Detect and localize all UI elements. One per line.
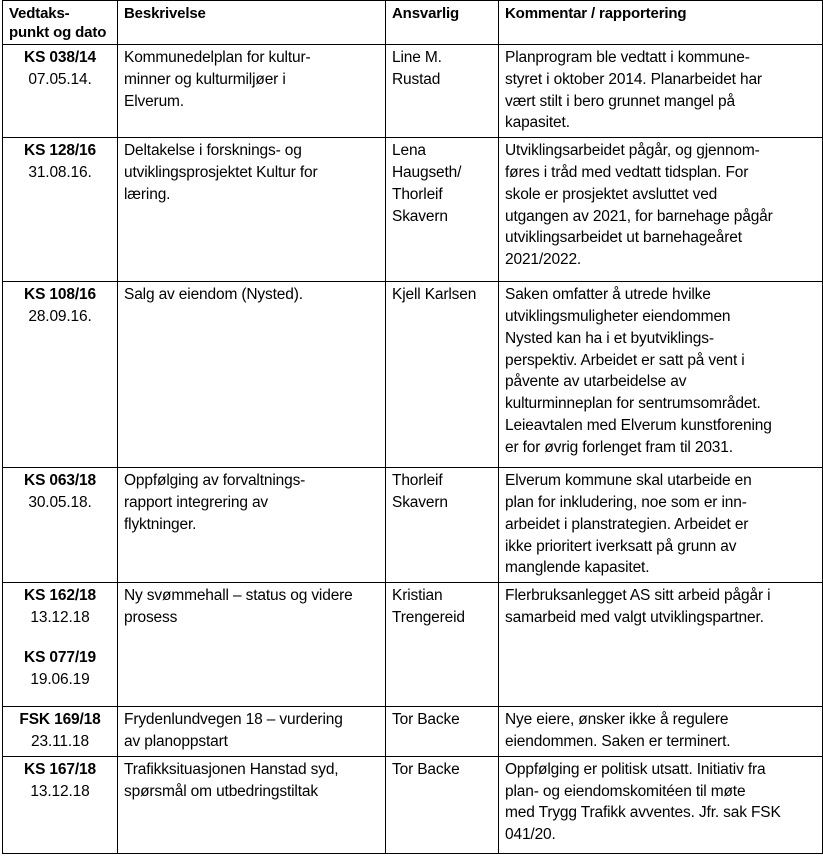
comment-cell [499,583,823,707]
header-comment: Kommentar / rapportering [499,1,823,45]
description-line: Frydenlundvegen 18 – vurdering [124,711,343,729]
comment-line: eiendommen. Saken er terminert. [505,732,731,750]
comment-line: med Trygg Trafikk avventes. Jfr. sak FSK [505,804,781,822]
comment-line: føres i tråd med vedtatt tidsplan. For [505,163,749,181]
comment-line: samarbeid med valgt utviklingspartner. [505,608,764,626]
responsible-line: Skavern [392,493,448,511]
description-line: Salg av eiendom (Nysted). [124,286,303,304]
description-cell [118,468,386,583]
description-line: flyktninger. [124,515,197,533]
comment-line: utviklingsarbeidet ut barnehageåret [505,229,742,247]
comment-line: plan for inkludering, noe som er inn- [505,493,747,511]
comment-line: Utviklingsarbeidet pågår, og gjennom- [505,142,760,160]
responsible-line: Thorleif [392,185,443,203]
comment-line: Planprogram ble vedtatt i kommune- [505,49,750,66]
case-number: KS 108/16 [24,286,96,304]
comment-cell [499,756,823,853]
decision-date: 07.05.14. [28,70,92,88]
table-body [3,45,823,854]
description-line: Kommunedelplan for kultur- [124,49,311,66]
case-number: KS 167/18 [24,760,96,778]
comment-line: plan- og eiendomskomitéen til møte [505,782,746,800]
comment-line: arbeidet i planstrategien. Arbeidet er [505,515,749,533]
case-number: KS 038/14 [24,49,96,66]
comment-line: skole er prosjektet avsluttet ved [505,185,718,203]
description-line: prosess [124,608,178,626]
decision-ref-cell [3,756,118,853]
header-decision-point-line: punkt og [9,24,72,41]
responsible-line: Skavern [392,207,448,225]
decision-date: 19.06.19 [30,670,90,688]
decision-date: 28.09.16. [28,307,92,325]
description-line: Elverum. [124,92,184,110]
responsible-line: Kjell Karlsen [392,286,477,304]
responsible-line: Tor Backe [392,760,460,778]
comment-line: Flerbruksanlegget AS sitt arbeid pågår i [505,587,771,605]
table-row [3,756,823,853]
comment-line: perspektiv. Arbeidet er satt på vent i [505,351,745,369]
decision-ref-cell [3,468,118,583]
decision-date: 31.08.16. [28,163,92,181]
comment-cell [499,707,823,757]
table-row [3,583,823,707]
decision-ref-cell [3,282,118,468]
decisions-table [2,0,823,854]
responsible-cell [386,45,499,138]
responsible-line: Tor Backe [392,711,460,729]
decision-ref-cell [3,583,118,707]
case-number: KS 162/18 [24,587,96,605]
table-row [3,138,823,282]
decision-ref-cell [3,138,118,282]
responsible-cell [386,756,499,853]
description-line: minner og kulturmiljøer i [124,70,286,88]
comment-line: vært stilt i bero grunnet mangel på [505,92,735,110]
responsible-line: Rustad [392,70,441,88]
header-decision-point [3,1,118,45]
table-row [3,45,823,138]
description-line: læring. [124,185,171,203]
comment-line: Nysted kan ha i et byutviklings- [505,329,714,347]
responsible-cell [386,583,499,707]
description-cell [118,138,386,282]
header-description: Beskrivelse [118,1,386,45]
responsible-line: Lena [392,142,426,160]
case-number: KS 063/18 [24,472,96,490]
comment-line: kapasitet. [505,114,570,132]
table-row [3,282,823,468]
decision-date: 23.11.18 [31,732,89,750]
description-cell [118,707,386,757]
description-line: Oppfølging av forvaltnings- [124,472,306,490]
header-decision-point-line: dato [75,24,107,41]
comment-line: Nye eiere, ønsker ikke å regulere [505,711,729,729]
comment-line: ikke prioritert iverksatt på grunn av [505,537,737,555]
comment-line: 041/20. [505,826,556,844]
case-number: FSK 169/18 [19,711,101,729]
table-row [3,707,823,757]
comment-line: manglende kapasitet. [505,559,650,577]
comment-line: påvente av utarbeidelse av [505,373,687,391]
description-line: Trafikksituasjonen Hanstad syd, [124,760,339,778]
responsible-line: Line M. [392,49,442,66]
comment-cell [499,138,823,282]
comment-cell [499,45,823,138]
responsible-line: Kristian [392,587,443,605]
description-cell [118,282,386,468]
comment-line: styret i oktober 2014. Planarbeidet har [505,70,762,88]
responsible-cell [386,282,499,468]
comment-line: Elverum kommune skal utarbeide en [505,472,752,490]
description-cell [118,583,386,707]
decision-date: 30.05.18. [28,493,92,511]
description-line: spørsmål om utbedringstiltak [124,782,318,800]
decision-date: 13.12.18 [30,608,90,626]
responsible-line: Trengereid [392,608,465,626]
comment-line: 2021/2022. [505,251,582,269]
comment-line: utviklingsmuligheter eiendommen [505,307,731,325]
responsible-line: Thorleif [392,472,443,490]
responsible-cell [386,468,499,583]
comment-line: Leieavtalen med Elverum kunstforening [505,416,772,434]
header-decision-point-line: Vedtaks- [9,5,70,22]
responsible-line: Haugseth/ [392,163,462,181]
case-number: KS 077/19 [24,648,96,666]
responsible-cell [386,138,499,282]
decision-date: 13.12.18 [30,782,90,800]
table-header-row [3,1,823,45]
decision-ref-cell [3,707,118,757]
description-line: av planoppstart [124,732,228,750]
description-cell [118,45,386,138]
description-line: Deltakelse i forsknings- og [124,142,302,160]
comment-cell [499,282,823,468]
description-line: rapport integrering av [124,493,269,511]
comment-line: er for øvrig forlenget fram til 2031. [505,438,733,456]
header-responsible: Ansvarlig [386,1,499,45]
description-line: Ny svømmehall – status og videre [124,587,353,605]
table-row [3,468,823,583]
comment-line: Oppfølging er politisk utsatt. Initiativ fra [505,760,766,778]
description-line: utviklingsprosjektet Kultur for [124,163,318,181]
ref-spacer [9,629,111,647]
comment-cell [499,468,823,583]
case-number: KS 128/16 [24,142,96,160]
comment-line: kulturminneplan for sentrumsområdet. [505,395,761,413]
comment-line: Saken omfatter å utrede hvilke [505,286,711,304]
comment-line: utgangen av 2021, for barnehage pågår [505,207,773,225]
responsible-cell [386,707,499,757]
decision-ref-cell [3,45,118,138]
description-cell [118,756,386,853]
